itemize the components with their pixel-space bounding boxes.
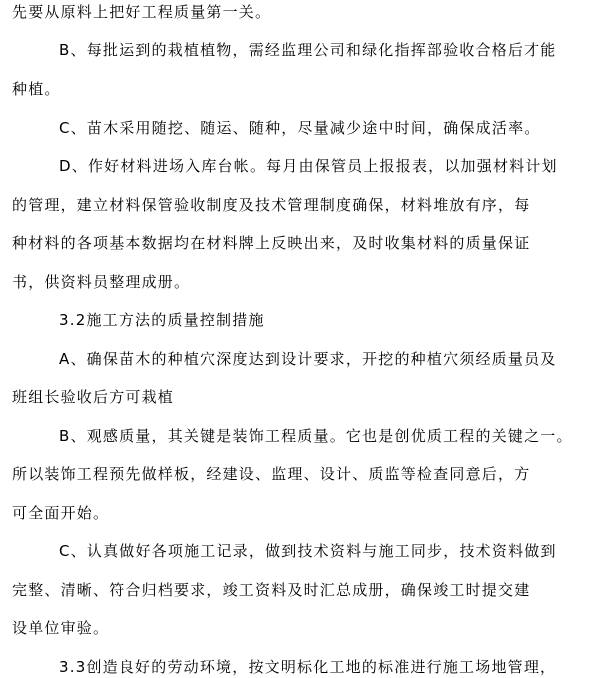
text-line: 所以装饰工程预先做样板，经建设、监理、设计、质监等检查同意后，方 (12, 465, 531, 483)
text-line: D、作好材料进场入库台帐。每月由保管员上报报表，以加强材料计划 (59, 157, 558, 175)
text-line: 设单位审验。 (12, 619, 110, 637)
text-line: 完整、清晰、符合归档要求，竣工资料及时汇总成册，确保竣工时提交建 (12, 581, 531, 599)
section-heading: 3.2施工方法的质量控制措施 (59, 311, 265, 329)
text-line: A、确保苗木的种植穴深度达到设计要求，开挖的种植穴须经质量员及 (59, 350, 557, 368)
text-line: 种植。 (12, 80, 61, 98)
text-line: C、认真做好各项施工记录，做到技术资料与施工同步，技术资料做到 (59, 542, 557, 560)
text-line: 书，供资料员整理成册。 (12, 273, 191, 291)
section-heading: 3.3创造良好的劳动环境，按文明标化工地的标准进行施工场地管理， (59, 658, 557, 676)
text-line: C、苗木采用随挖、随运、随种，尽量减少途中时间，确保成活率。 (59, 119, 541, 137)
text-line: 种材料的各项基本数据均在材料牌上反映出来，及时收集材料的质量保证 (12, 234, 531, 252)
text-line: B、观感质量，其关键是装饰工程质量。它也是创优质工程的关键之一。 (59, 427, 573, 445)
text-line: 可全面开始。 (12, 504, 110, 522)
text-line: 的管理，建立材料保管验收制度及技术管理制度确保，材料堆放有序，每 (12, 196, 531, 214)
text-line: 班组长验收后方可栽植 (12, 388, 175, 406)
text-line: 先要从原料上把好工程质量第一关。 (12, 3, 272, 21)
text-line: B、每批运到的栽植植物，需经监理公司和绿化指挥部验收合格后才能 (59, 41, 557, 59)
